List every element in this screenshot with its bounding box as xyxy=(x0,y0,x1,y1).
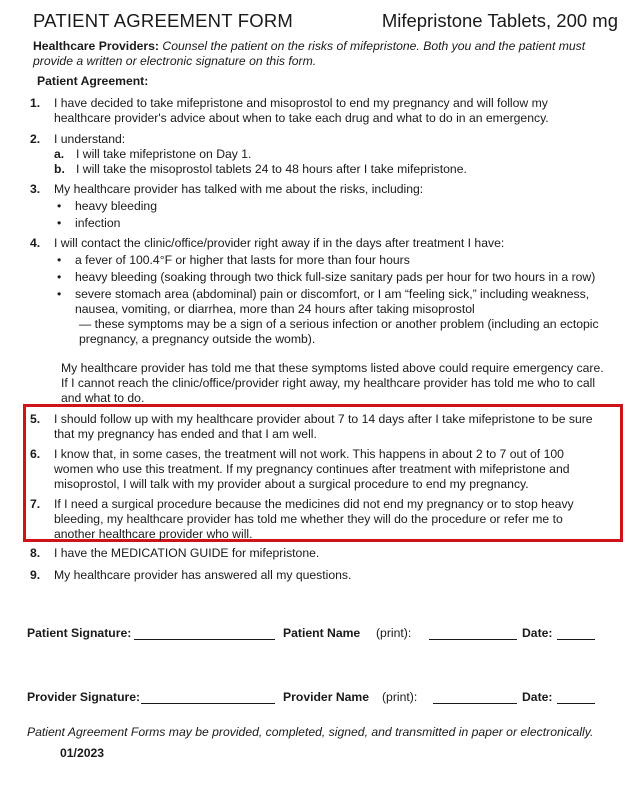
print-label: (print): xyxy=(382,690,418,704)
list-item xyxy=(30,236,605,347)
sub-item xyxy=(54,162,605,177)
sub-item-text: I will take mifepristone on Day 1. xyxy=(76,147,252,161)
provider-signature-label: Provider Signature: xyxy=(27,690,141,704)
provider-name-label: Provider Name xyxy=(283,690,370,704)
list-item xyxy=(30,132,605,177)
form-header xyxy=(33,10,618,34)
bullet-icon: • xyxy=(57,216,62,230)
bullet-item xyxy=(54,270,605,285)
item-text: My healthcare provider has answered all my questions. xyxy=(54,568,352,582)
item-number: 5. xyxy=(30,412,41,426)
item-number: 7. xyxy=(30,497,41,511)
patient-date-field[interactable] xyxy=(557,639,595,640)
item-number: 3. xyxy=(30,182,41,196)
item-text: I will contact the clinic/office/provider right away if in the days after treatment I have: xyxy=(54,236,505,250)
patient-date-label: Date: xyxy=(522,626,553,640)
sub-item-letter: b. xyxy=(54,162,65,176)
provider-date-label: Date: xyxy=(522,690,553,704)
sub-item-text: I will take the misoprostol tablets 24 to 48 hours after I take mifepristone. xyxy=(76,162,467,176)
provider-date-field[interactable] xyxy=(557,703,595,704)
provider-name-field[interactable] xyxy=(433,703,517,704)
item-text: My healthcare provider has talked with me about the risks, including: xyxy=(54,182,424,196)
provider-signature-row xyxy=(27,690,617,706)
bullet-text: severe stomach area (abdominal) pain or discomfort, or I am “feeling sick,” including weakness, nausea, vomiting, or diarrhea, more than 24 hours after taking misoprostol xyxy=(75,287,590,316)
sub-item-letter: a. xyxy=(54,147,65,161)
patient-signature-field[interactable] xyxy=(134,639,275,640)
bullet-text: heavy bleeding (soaking through two thick full-size sanitary pads per hour for two hours in a row) xyxy=(75,270,596,284)
bullet-icon: • xyxy=(57,270,62,284)
list-item xyxy=(30,96,605,126)
patient-name-label: Patient Name xyxy=(283,626,361,640)
agreement-heading: Patient Agreement: xyxy=(37,74,149,88)
bullet-text: heavy bleeding xyxy=(75,199,157,213)
bullet-icon: • xyxy=(57,287,62,301)
instructions-label: Healthcare Providers: xyxy=(33,39,159,53)
item-text: If I need a surgical procedure because the medicines did not end my pregnancy or to stop heavy bleeding, my healthcare provider has told me whether they will do the procedure or refer me to another healthcare provider who will. xyxy=(54,497,574,541)
list-item xyxy=(30,447,605,492)
footer-note: Patient Agreement Forms may be provided, completed, signed, and transmitted in paper or electronically. xyxy=(27,725,594,739)
item-number: 4. xyxy=(30,236,41,250)
item-text: I have decided to take mifepristone and misoprostol to end my pregnancy and will follow my healthcare provider's advice about when to take each drug and what to do in an emergency. xyxy=(54,96,549,125)
bullet-continuation: — these symptoms may be a sign of a serious infection or another problem (including an ectopic pregnancy, a pregnancy outside the womb). xyxy=(79,317,599,346)
provider-signature-field[interactable] xyxy=(141,703,275,704)
list-item xyxy=(30,546,605,561)
version-date: 01/2023 xyxy=(60,746,105,760)
print-label: (print): xyxy=(376,626,412,640)
list-item xyxy=(30,412,605,442)
bullet-item xyxy=(54,199,605,214)
item-text: I know that, in some cases, the treatment will not work. This happens in about 2 to 7 out of 100 women who use this treatment. If my pregnancy continues after treatment with mifepristone and misoprostol, I will talk with my provider about a surgical procedure to end my pregnancy. xyxy=(54,447,570,491)
instructions-text: Counsel the patient on the risks of mifepristone. Both you and the patient must provide a written or electronic signature on this form. xyxy=(33,39,586,68)
bullet-item xyxy=(54,216,605,231)
bullet-item xyxy=(54,253,605,268)
item-number: 1. xyxy=(30,96,41,110)
form-title: PATIENT AGREEMENT FORM xyxy=(33,10,294,31)
emergency-note: My healthcare provider has told me that these symptoms listed above could require emergency care. If I cannot reach the clinic/office/provider right away, my healthcare provider has told me who to call and what to do. xyxy=(61,361,604,405)
bullet-text: a fever of 100.4°F or higher that lasts for more than four hours xyxy=(75,253,410,267)
item-text: I should follow up with my healthcare provider about 7 to 14 days after I take mifepristone to be sure that my pregnancy has ended and that I am well. xyxy=(54,412,593,441)
bullet-icon: • xyxy=(57,253,62,267)
sub-item xyxy=(54,147,605,162)
list-item xyxy=(30,182,605,231)
patient-signature-label: Patient Signature: xyxy=(27,626,132,640)
item-number: 8. xyxy=(30,546,41,560)
bullet-item xyxy=(54,287,605,347)
provider-instructions xyxy=(33,39,603,69)
item-text: I understand: xyxy=(54,132,126,146)
list-item xyxy=(30,568,605,583)
item-number: 2. xyxy=(30,132,41,146)
list-item xyxy=(30,497,605,542)
item-number: 9. xyxy=(30,568,41,582)
item-number: 6. xyxy=(30,447,41,461)
item-text: I have the MEDICATION GUIDE for mifepristone. xyxy=(54,546,320,560)
drug-name: Mifepristone Tablets, 200 mg xyxy=(381,10,618,31)
patient-name-field[interactable] xyxy=(429,639,517,640)
bullet-icon: • xyxy=(57,199,62,213)
patient-signature-row xyxy=(27,626,617,642)
bullet-text: infection xyxy=(75,216,121,230)
